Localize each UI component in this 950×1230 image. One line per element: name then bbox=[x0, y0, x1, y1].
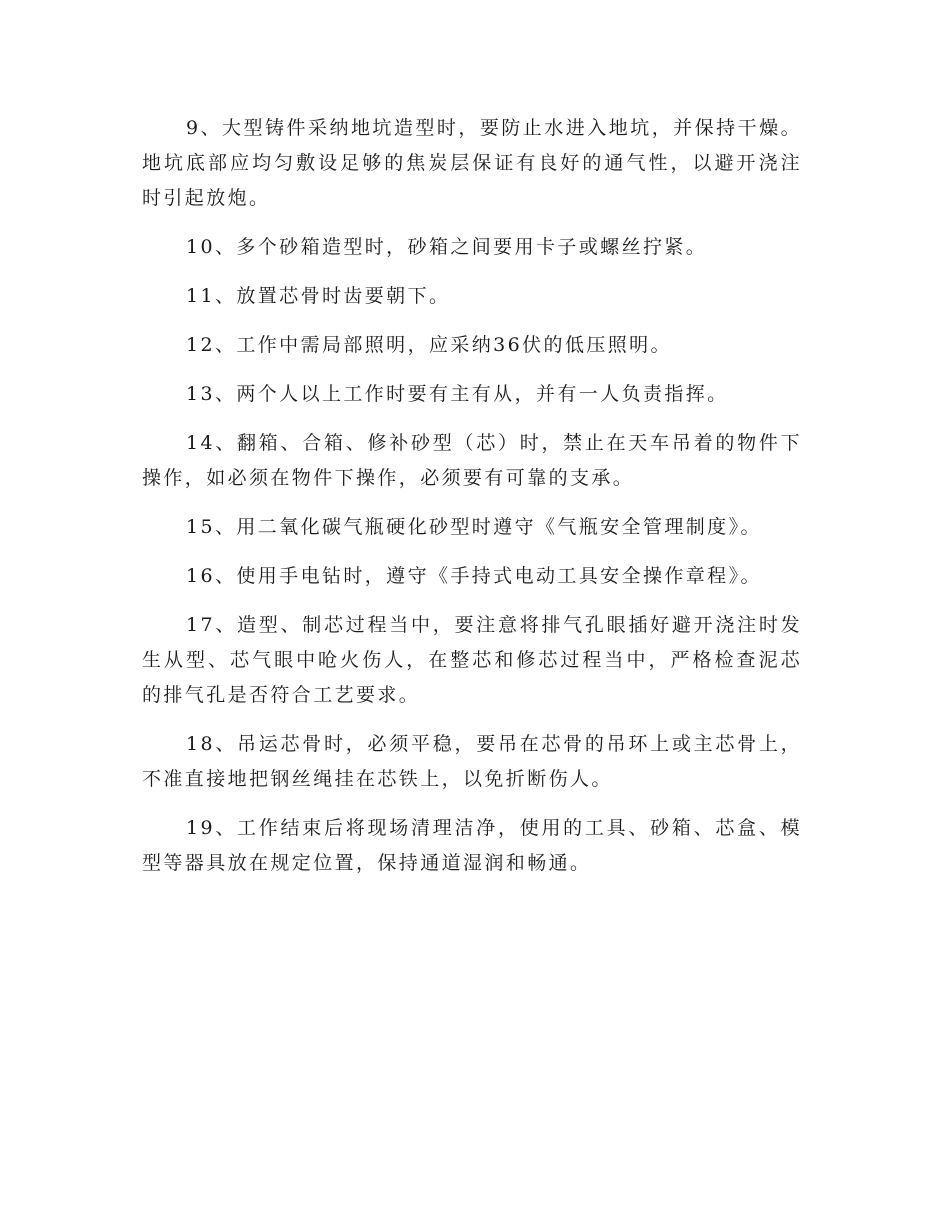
paragraph-item-15: 15、用二氧化碳气瓶硬化砂型时遵守《气瓶安全管理制度》。 bbox=[186, 516, 762, 538]
paragraph-item-9: 9、大型铸件采纳地坑造型时，要防止水进入地坑，并保持干燥。地坑底部应均匀敷设足够的焦炭层保证有良好的通气性，以避开浇注时引起放炮。 bbox=[142, 117, 802, 209]
document-body bbox=[142, 111, 802, 881]
paragraph-item-17: 17、造型、制芯过程当中，要注意将排气孔眼插好避开浇注时发生从型、芯气眼中呛火伤人，在整芯和修芯过程当中，严格检查泥芯的排气孔是否符合工艺要求。 bbox=[142, 614, 802, 706]
paragraph-item-16: 16、使用手电钻时，遵守《手持式电动工具安全操作章程》。 bbox=[186, 565, 762, 587]
paragraph-item-19: 19、工作结束后将现场清理洁净，使用的工具、砂箱、芯盒、模型等器具放在规定位置，保持通道湿润和畅通。 bbox=[142, 817, 802, 874]
paragraph-item-18: 18、吊运芯骨时，必须平稳，要吊在芯骨的吊环上或主芯骨上，不准直接地把钢丝绳挂在芯铁上，以免折断伤人。 bbox=[142, 733, 802, 790]
paragraph-item-11: 11、放置芯骨时齿要朝下。 bbox=[186, 285, 451, 307]
paragraph-item-10: 10、多个砂箱造型时，砂箱之间要用卡子或螺丝拧紧。 bbox=[186, 236, 708, 258]
paragraph-item-13: 13、两个人以上工作时要有主有从，并有一人负责指挥。 bbox=[186, 383, 729, 405]
paragraph-item-14: 14、翻箱、合箱、修补砂型（芯）时，禁止在天车吊着的物件下操作，如必须在物件下操作，必须要有可靠的支承。 bbox=[142, 432, 802, 489]
paragraph-item-12: 12、工作中需局部照明，应采纳36伏的低压照明。 bbox=[186, 334, 672, 356]
